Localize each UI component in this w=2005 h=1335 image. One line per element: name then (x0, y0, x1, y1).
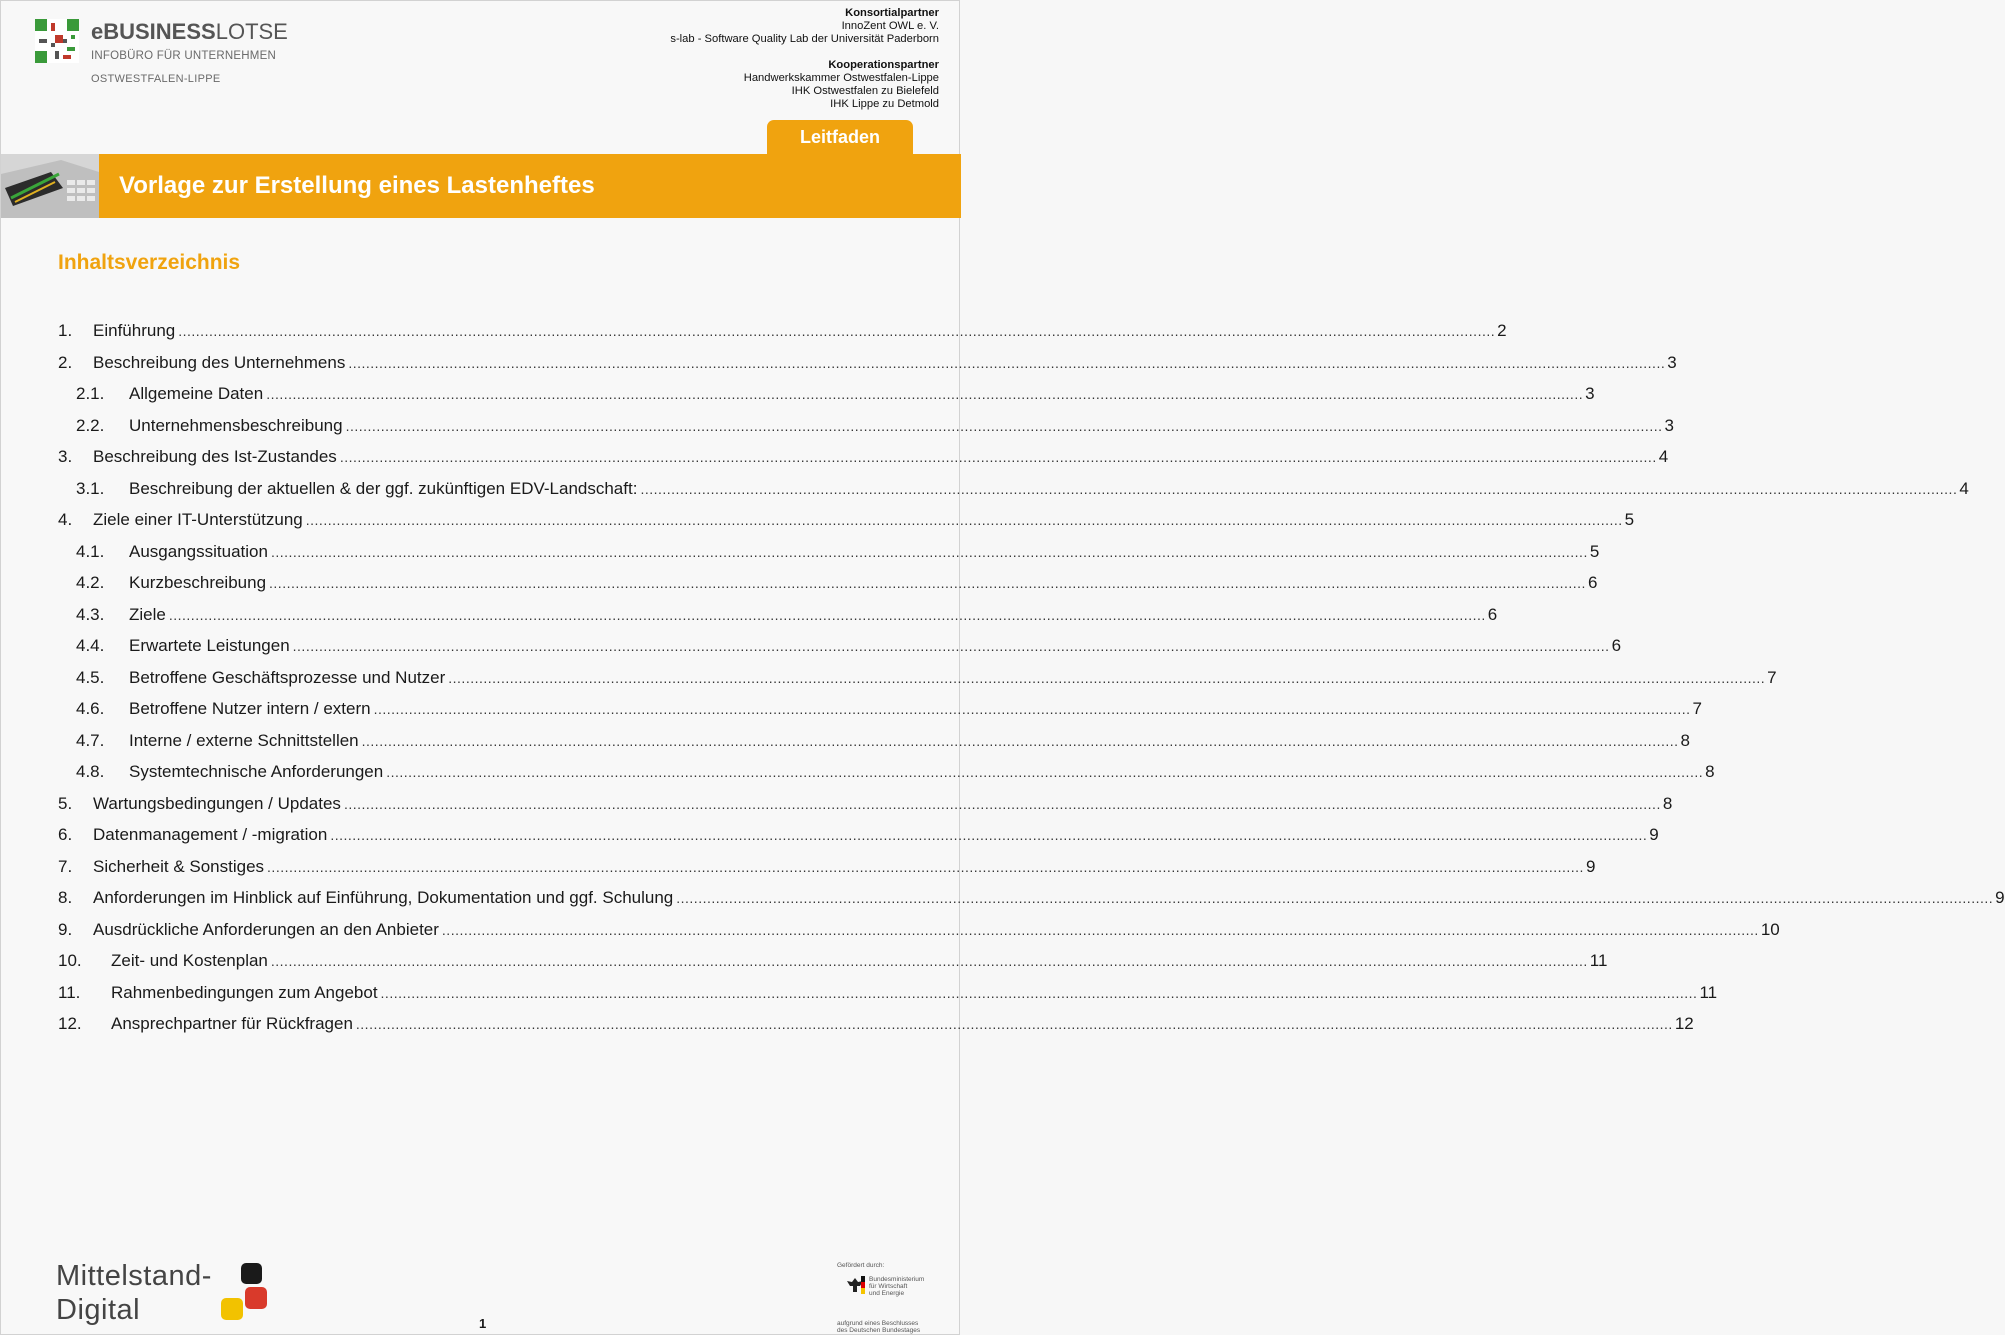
toc-entry-number: 4.5. (76, 667, 105, 687)
konsortial-partner: InnoZent OWL e. V. (841, 20, 939, 32)
toc-leader-dots: ............................................................................................................................................................................................................................................................................................................ (343, 795, 1661, 812)
toc-leader-dots: ............................................................................................................................................................................................................................................................................................................ (269, 575, 1586, 591)
mittelstand-digital-tiles-icon (221, 1263, 269, 1323)
toc-entry-number: 4.8. (76, 762, 105, 781)
toc-leader-dots: ............................................................................................................................................................................................................................................................................................................ (270, 543, 1588, 560)
toc-entry[interactable] (58, 667, 1777, 700)
toc-entry-title: Ausdrückliche Anforderungen an den Anbieter (93, 919, 439, 939)
toc-leader-dots: ............................................................................................................................................................................................................................................................................................................ (270, 953, 1588, 969)
kooperation-heading: Kooperationspartner (828, 59, 939, 71)
ministry-name: Bundesministerium für Wirtschaft und Energie (869, 1276, 925, 1297)
toc-entry-title: Zeit- und Kostenplan (111, 951, 268, 970)
toc-entry-number: 4.6. (76, 699, 105, 718)
toc-entry-title: Ansprechpartner für Rückfragen (111, 1014, 353, 1033)
toc-entry[interactable] (58, 982, 1718, 1015)
toc-leader-dots: ............................................................................................................................................................................................................................................................................................................ (380, 984, 1698, 1001)
toc-entry-page: 5 (1624, 510, 1635, 529)
partners-block (670, 7, 939, 111)
toc-entry-page: 10 (1760, 919, 1780, 939)
toc-entry[interactable] (58, 478, 1969, 511)
toc-entry-number: 10. (58, 951, 82, 970)
toc-entry-number: 4.1. (76, 541, 105, 561)
toc-entry[interactable] (58, 604, 1498, 637)
toc-entry-page: 3 (1667, 352, 1677, 372)
toc-entry-page: 9 (1995, 888, 2005, 907)
toc-heading: Inhaltsverzeichnis (58, 251, 241, 274)
toc-entry-title: Beschreibung des Ist-Zustandes (93, 447, 337, 466)
toc-leader-dots: ............................................................................................................................................................................................................................................................................................................ (441, 921, 1759, 938)
toc-entry[interactable] (58, 888, 2005, 920)
toc-entry-title: Erwartete Leistungen (129, 636, 290, 655)
toc-entry-number: 2.2. (76, 415, 105, 435)
toc-entry-number: 8. (58, 888, 73, 907)
toc-entry-page: 2 (1497, 321, 1507, 340)
toc-entry[interactable] (58, 510, 1635, 542)
toc-entry-number: 4. (58, 510, 73, 529)
toc-entry-number: 12. (58, 1014, 82, 1033)
toc-leader-dots: ............................................................................................................................................................................................................................................................................................................ (361, 732, 1679, 749)
kooperation-partner: Handwerkskammer Ostwestfalen-Lippe (743, 72, 939, 84)
toc-entry-title: Rahmenbedingungen zum Angebot (111, 982, 378, 1002)
toc-entry[interactable] (58, 951, 1608, 983)
toc-entry[interactable] (58, 541, 1600, 574)
toc-leader-dots: ............................................................................................................................................................................................................................................................................................................ (676, 890, 1994, 906)
toc-entry[interactable] (58, 447, 1669, 479)
toc-entry-page: 6 (1487, 604, 1498, 624)
mittelstand-digital-logo: Mittelstand- Digital (56, 1260, 212, 1326)
keyboard-pen-image-icon (1, 154, 99, 218)
toc-entry-page: 8 (1705, 762, 1715, 781)
toc-entry-number: 4.7. (76, 730, 105, 750)
toc-entry-number: 4.4. (76, 636, 105, 655)
toc-entry[interactable] (58, 636, 1622, 668)
page-number: 1 (479, 1316, 487, 1331)
toc-entry[interactable] (58, 352, 1677, 385)
kooperation-partner: IHK Ostwestfalen zu Bielefeld (791, 85, 939, 97)
konsortial-heading: Konsortialpartner (845, 7, 939, 19)
toc-entry[interactable] (58, 762, 1715, 794)
toc-entry-page: 9 (1585, 856, 1596, 876)
toc-entry-number: 3. (58, 447, 73, 466)
toc-entry-page: 7 (1692, 699, 1702, 718)
toc-entry[interactable] (58, 699, 1702, 731)
toc-entry-title: Ziele einer IT-Unterstützung (93, 510, 303, 529)
toc-entry-page: 11 (1699, 982, 1718, 1002)
toc-entry-title: Einführung (93, 321, 176, 340)
toc-leader-dots: ............................................................................................................................................................................................................................................................................................................ (339, 449, 1657, 465)
toc-entry-title: Ziele (129, 604, 166, 624)
logo-title: eBUSINESSLOTSE (91, 19, 288, 44)
toc-entry-number: 11. (58, 982, 81, 1002)
bundestag-resolution: aufgrund eines Beschlusses des Deutschen Bundestages (837, 1320, 921, 1334)
toc-entry-title: Betroffene Nutzer intern / extern (129, 699, 371, 718)
logo-region: OSTWESTFALEN-LIPPE (91, 73, 221, 85)
kooperation-partner: IHK Lippe zu Detmold (830, 98, 939, 110)
flag-bar-icon (861, 1276, 865, 1294)
keyboard-photo (1, 154, 99, 218)
toc-entry[interactable] (58, 793, 1673, 826)
toc-leader-dots: ............................................................................................................................................................................................................................................................................................................ (266, 386, 1584, 402)
toc-entry-page: 8 (1662, 793, 1673, 813)
toc-entry-title: Datenmanagement / -migration (93, 825, 328, 844)
toc-leader-dots: ............................................................................................................................................................................................................................................................................................................ (330, 827, 1648, 843)
toc-leader-dots: ............................................................................................................................................................................................................................................................................................................ (178, 323, 1496, 339)
toc-entry-title: Betroffene Geschäftsprozesse und Nutzer (129, 667, 446, 687)
toc-entry[interactable] (58, 321, 1507, 353)
toc-entry-number: 1. (58, 321, 73, 340)
toc-leader-dots: ............................................................................................................................................................................................................................................................................................................ (168, 606, 1486, 623)
toc-entry-number: 2.1. (76, 384, 105, 403)
toc-leader-dots: ............................................................................................................................................................................................................................................................................................................ (448, 669, 1766, 686)
toc-entry-page: 6 (1587, 573, 1598, 592)
toc-leader-dots: ............................................................................................................................................................................................................................................................................................................ (292, 638, 1610, 654)
document-title: Vorlage zur Erstellung eines Lastenheftes (119, 172, 595, 199)
toc-entry-title: Sicherheit & Sonstiges (93, 856, 265, 876)
toc-entry-title: Systemtechnische Anforderungen (129, 762, 384, 781)
toc-entry-page: 12 (1674, 1014, 1694, 1033)
toc-entry-page: 11 (1589, 951, 1608, 970)
toc-entry-title: Beschreibung des Unternehmens (93, 352, 346, 372)
toc-entry[interactable] (58, 384, 1595, 416)
logo-subtitle: INFOBÜRO FÜR UNTERNEHMEN (91, 50, 276, 62)
toc-entry[interactable] (58, 825, 1659, 857)
toc-entry[interactable] (58, 856, 1596, 889)
toc-entry-number: 2. (58, 352, 73, 372)
toc-entry-page: 9 (1649, 825, 1659, 844)
toc-entry-number: 6. (58, 825, 73, 844)
toc-entry-number: 5. (58, 793, 73, 813)
toc-entry-page: 4 (1959, 478, 1969, 498)
toc-leader-dots: ............................................................................................................................................................................................................................................................................................................ (373, 701, 1691, 717)
toc-entry-page: 6 (1611, 636, 1622, 655)
leitfaden-tab: Leitfaden (767, 120, 913, 156)
toc-entry-title: Wartungsbedingungen / Updates (93, 793, 341, 813)
toc-entry-page: 5 (1589, 541, 1600, 561)
toc-leader-dots: ............................................................................................................................................................................................................................................................................................................ (640, 480, 1958, 497)
toc-entry-title: Allgemeine Daten (129, 384, 264, 403)
toc-entry-page: 8 (1680, 730, 1691, 750)
toc-entry[interactable] (58, 919, 1780, 952)
toc-leader-dots: ............................................................................................................................................................................................................................................................................................................ (267, 858, 1584, 875)
toc-entry-title: Anforderungen im Hinblick auf Einführung, Dokumentation und ggf. Schulung (93, 888, 674, 907)
toc-entry-number: 9. (58, 919, 73, 939)
document-page: eBUSINESSLOTSE INFOBÜRO FÜR UNTERNEHMEN OSTWESTFALEN-LIPPE Konsortialpartner InnoZent OWL e. V. s-lab - Software Quality Lab der Universität Paderborn Kooperationspartner Handwerkskammer Ostwestfalen-Lippe IHK Ostwestfalen zu Bielefeld IHK Lippe zu Detmold Leitfaden Vorlage zur Erstellung eines Lastenheftes Inhaltsverzeichnis 1. Einführung ............................................................................................................................................................................................................................................................................................................ 2 2. Beschreibung des Unternehmens ............................................................................................................................................................................................................................................................................................................ 3 2.1. Allgemeine Daten ............................................................................................................................................................................................................................................................................................................ 3 2.2. Unternehmensbeschreibung ............................................................................................................................................................................................................................................................................................................ 3 3. Beschreibung des Ist-Zustandes ............................................................................................................................................................................................................................................................................................................ 4 3.1. Beschreibung der aktuellen & der ggf. zukünftigen EDV-Landschaft: ............................................................................................................................................................................................................................................................................................................ 4 4. Ziele einer IT-Unterstützung ............................................................................................................................................................................................................................................................................................................ 5 4.1. Ausgangssituation ............................................................................................................................................................................................................................................................................................................ 5 4.2. Kurzbeschreibung ............................................................................................................................................................................................................................................................................................................ 6 4.3. Ziele ............................................................................................................................................................................................................................................................................................................ 6 4.4. Erwartete Leistungen ............................................................................................................................................................................................................................................................................................................ 6 4.5. Betroffene Geschäftsprozesse und Nutzer ............................................................................................................................................................................................................................................................................................................ 7 4.6. Betroffene Nutzer intern / extern ............................................................................................................................................................................................................................................................................................................ 7 4.7. Interne / externe Schnittstellen ............................................................................................................................................................................................................................................................................................................ 8 4.8. Systemtechnische Anforderungen ............................................................................................................................................................................................................................................................................................................ 8 5. Wartungsbedingungen / Updates ............................................................................................................................................................................................................................................................................................................ 8 6. Datenmanagement / -migration ............................................................................................................................................................................................................................................................................................................ 9 7. Sicherheit & Sonstiges ............................................................................................................................................................................................................................................................................................................ 9 8. Anforderungen im Hinblick auf Einführung, Dokumentation und ggf. Schulung ............................................................................................................................................................................................................................................................................................................ 9 9. Ausdrückliche Anforderungen an den Anbieter ............................................................................................................................................................................................................................................................................................................ 10 10. Zeit- und Kostenplan ............................................................................................................................................................................................................................................................................................................ 11 11. Rahmenbedingungen zum Angebot ............................................................................................................................................................................................................................................................................................................ 11 12. Ansprechpartner für Rückfragen ............................................................................................................................................................................................................................................................................................................ 12 Mittelstand- Digital 1 Gefördert durch: Bundesministerium für Wirtschaft und Energie aufgrund eines Beschlusses des Deutschen Bundestages (0, 0, 960, 1335)
toc-entry-page: 4 (1658, 447, 1669, 466)
toc-leader-dots: ............................................................................................................................................................................................................................................................................................................ (386, 764, 1704, 780)
toc-entry-title: Beschreibung der aktuellen & der ggf. zukünftigen EDV-Landschaft: (129, 478, 638, 498)
title-banner (99, 154, 961, 218)
toc-entry[interactable] (58, 1014, 1694, 1046)
toc-entry-page: 3 (1585, 384, 1595, 403)
konsortial-partner: s-lab - Software Quality Lab der Universität Paderborn (670, 33, 939, 45)
toc-entry[interactable] (58, 730, 1691, 763)
toc-entry-title: Unternehmensbeschreibung (129, 415, 343, 435)
qr-code-icon (35, 19, 79, 63)
toc-leader-dots: ............................................................................................................................................................................................................................................................................................................ (348, 354, 1666, 371)
toc-leader-dots: ............................................................................................................................................................................................................................................................................................................ (305, 512, 1623, 528)
toc-entry[interactable] (58, 573, 1598, 605)
toc-entry-number: 4.3. (76, 604, 105, 624)
toc-leader-dots: ............................................................................................................................................................................................................................................................................................................ (355, 1016, 1673, 1032)
toc-entry-page: 3 (1664, 415, 1674, 435)
toc-entry-number: 7. (58, 856, 73, 876)
toc-entry[interactable] (58, 415, 1674, 448)
toc-entry-title: Interne / externe Schnittstellen (129, 730, 359, 750)
toc-entry-page: 7 (1767, 667, 1777, 687)
toc-entry-number: 3.1. (76, 478, 105, 498)
toc-entry-number: 4.2. (76, 573, 105, 592)
toc-leader-dots: ............................................................................................................................................................................................................................................................................................................ (345, 417, 1663, 434)
toc-entry-title: Kurzbeschreibung (129, 573, 267, 592)
toc-entry-title: Ausgangssituation (129, 541, 268, 561)
